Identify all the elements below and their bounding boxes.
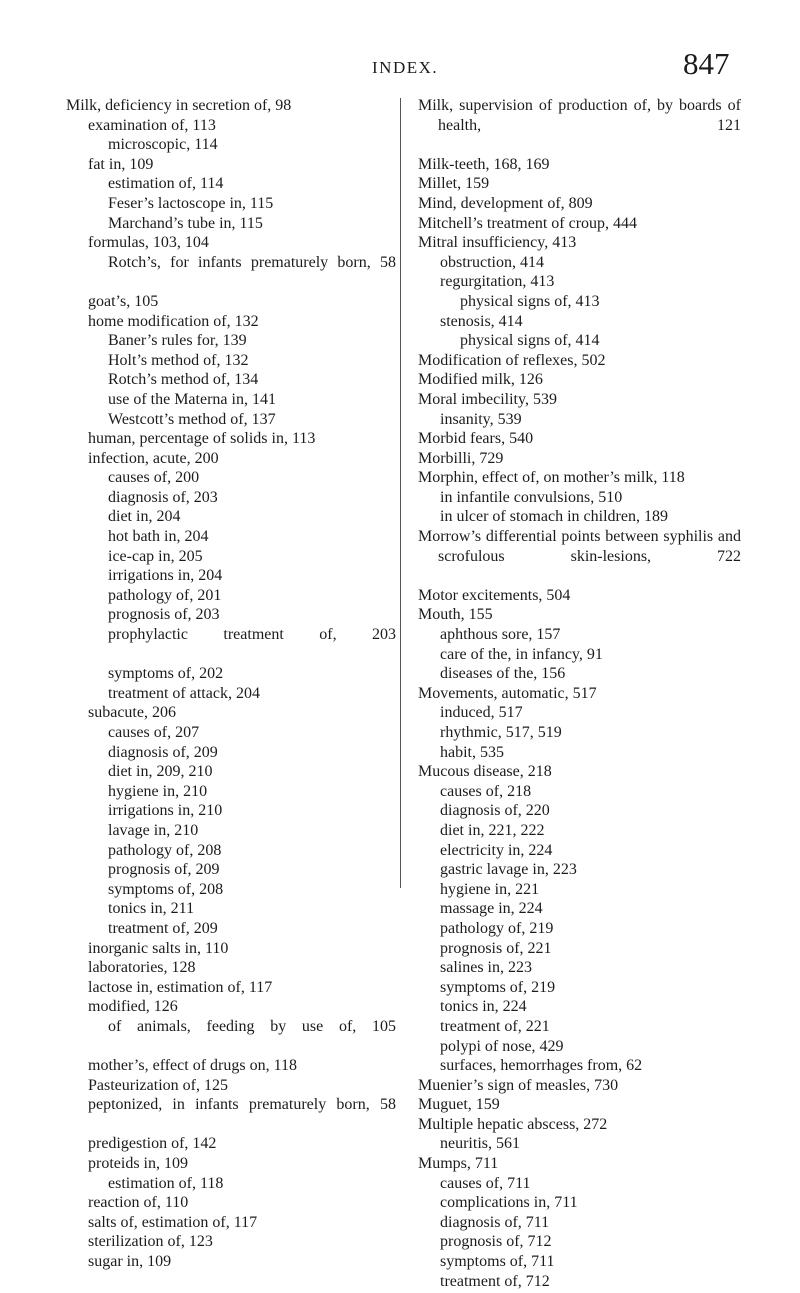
index-entry: massage in, 224 [440, 900, 543, 918]
index-entry: irrigations in, 210 [108, 802, 223, 820]
index-entry: salines in, 223 [440, 959, 532, 977]
index-entry: physical signs of, 413 [460, 292, 600, 310]
index-entry: symptoms of, 202 [108, 665, 224, 683]
index-entry: Milk-teeth, 168, 169 [418, 155, 550, 173]
index-entry: treatment of, 221 [440, 1017, 550, 1035]
index-entry: care of the, in infancy, 91 [440, 645, 603, 663]
index-entry: obstruction, 414 [440, 253, 544, 271]
index-column-left [66, 96, 396, 1272]
index-entry: pathology of, 219 [440, 919, 554, 937]
index-entry: Feser’s lactoscope in, 115 [108, 194, 274, 212]
index-entry: treatment of, 712 [440, 1272, 550, 1290]
index-entry: microscopic, 114 [108, 136, 218, 154]
index-entry: Westcott’s method of, 137 [108, 410, 276, 428]
index-entry: Mind, development of, 809 [418, 194, 593, 212]
index-entry: Multiple hepatic abscess, 272 [418, 1115, 608, 1133]
index-entry: Modification of reflexes, 502 [418, 351, 606, 369]
index-entry: home modification of, 132 [88, 312, 259, 330]
index-entry: symptoms of, 219 [440, 978, 556, 996]
index-entry: Mumps, 711 [418, 1155, 499, 1173]
index-entry: sterilization of, 123 [88, 1233, 213, 1251]
index-entry: causes of, 207 [108, 724, 200, 741]
index-entry: sugar in, 109 [88, 1253, 172, 1271]
index-entry: Pasteurization of, 125 [88, 1076, 228, 1094]
index-entry: Millet, 159 [418, 175, 490, 193]
index-entry: inorganic salts in, 110 [88, 939, 229, 957]
index-entry: peptonized, in infants prematurely born, 58 [88, 1096, 396, 1114]
index-entry: Morphin, effect of, on mother’s milk, 118 [418, 469, 685, 487]
index-entry: complications in, 711 [440, 1194, 578, 1212]
index-entry: diet in, 209, 210 [108, 763, 213, 781]
index-entry: Mucous disease, 218 [418, 763, 552, 781]
index-entry: Motor excitements, 504 [418, 586, 571, 604]
index-entry: prognosis of, 209 [108, 861, 220, 879]
index-entry: proteids in, 109 [88, 1155, 188, 1173]
index-entry: causes of, 711 [440, 1174, 531, 1192]
index-entry: Moral imbecility, 539 [418, 390, 557, 408]
index-entry: examination of, 113 [88, 116, 216, 134]
column-divider [400, 98, 401, 888]
index-entry: subacute, 206 [88, 704, 176, 722]
index-entry: Baner’s rules for, 139 [108, 332, 247, 350]
index-entry: Mitchell’s treatment of croup, 444 [418, 214, 638, 232]
page-number: 847 [683, 46, 730, 81]
index-entry: Morbilli, 729 [418, 449, 504, 467]
index-entry: in ulcer of stomach in children, 189 [440, 508, 668, 526]
index-entry: estimation of, 118 [108, 1174, 224, 1192]
index-entry: Rotch’s, for infants prematurely born, 58 [108, 253, 396, 271]
index-entry: Milk, deficiency in secretion of, 98 [66, 97, 292, 114]
index-entry: use of the Materna in, 141 [108, 390, 276, 408]
index-entry: Marchand’s tube in, 115 [108, 214, 263, 232]
index-entry: surfaces, hemorrhages from, 62 [440, 1057, 643, 1075]
index-entry: diet in, 204 [108, 508, 181, 526]
index-entry: predigestion of, 142 [88, 1135, 217, 1153]
index-entry: Milk, supervision of production of, by boards of health, 121 [418, 97, 741, 134]
index-entry: Mitral insufficiency, 413 [418, 234, 577, 252]
index-entry: reaction of, 110 [88, 1194, 189, 1212]
index-entry: prognosis of, 221 [440, 939, 552, 957]
index-entry: fat in, 109 [88, 155, 154, 173]
index-entry: formulas, 103, 104 [88, 234, 209, 252]
index-entry: diagnosis of, 220 [440, 802, 550, 820]
index-entry: pathology of, 201 [108, 586, 222, 604]
index-entry: Movements, automatic, 517 [418, 684, 597, 702]
index-entry: gastric lavage in, 223 [440, 861, 577, 879]
index-entry: electricity in, 224 [440, 841, 553, 859]
page-header [0, 46, 800, 86]
index-entry: rhythmic, 517, 519 [440, 724, 562, 741]
index-entry: diagnosis of, 209 [108, 743, 218, 761]
index-entry: symptoms of, 208 [108, 880, 224, 898]
index-entry: estimation of, 114 [108, 175, 224, 193]
index-entry: Rotch’s method of, 134 [108, 371, 259, 389]
index-entry: mother’s, effect of drugs on, 118 [88, 1057, 297, 1075]
index-entry: Modified milk, 126 [418, 371, 543, 389]
index-entry: treatment of, 209 [108, 919, 218, 937]
index-entry: neuritis, 561 [440, 1135, 520, 1153]
index-entry: hygiene in, 221 [440, 880, 540, 898]
index-entry: tonics in, 224 [440, 998, 527, 1016]
index-entry: Mouth, 155 [418, 606, 493, 624]
index-entry: Muguet, 159 [418, 1096, 500, 1114]
index-entry: diagnosis of, 711 [440, 1213, 550, 1231]
index-entry: prophylactic treatment of, 203 [108, 626, 396, 644]
index-entry: pathology of, 208 [108, 841, 222, 859]
index-entry: lavage in, 210 [108, 821, 199, 839]
index-entry: infection, acute, 200 [88, 449, 219, 467]
running-title: INDEX. [372, 58, 439, 77]
index-entry: causes of, 200 [108, 469, 200, 487]
index-entry: aphthous sore, 157 [440, 626, 561, 644]
index-entry: physical signs of, 414 [460, 332, 600, 350]
index-column-right [418, 96, 741, 1291]
index-entry: diet in, 221, 222 [440, 821, 545, 839]
index-entry: insanity, 539 [440, 410, 522, 428]
index-entry: habit, 535 [440, 743, 504, 761]
index-entry: induced, 517 [440, 704, 523, 722]
index-entry: causes of, 218 [440, 782, 532, 800]
index-entry: human, percentage of solids in, 113 [88, 430, 316, 448]
index-entry: irrigations in, 204 [108, 567, 223, 585]
index-entry: tonics in, 211 [108, 900, 195, 918]
index-entry: polypi of nose, 429 [440, 1037, 564, 1055]
index-entry: regurgitation, 413 [440, 273, 555, 291]
index-entry: diagnosis of, 203 [108, 488, 218, 506]
index-entry: salts of, estimation of, 117 [88, 1213, 258, 1231]
index-entry: modified, 126 [88, 998, 178, 1016]
index-entry: laboratories, 128 [88, 959, 196, 977]
index-entry: Holt’s method of, 132 [108, 351, 249, 369]
index-entry: Morbid fears, 540 [418, 430, 534, 448]
index-entry: diseases of the, 156 [440, 665, 566, 683]
index-entry: symptoms of, 711 [440, 1253, 555, 1271]
index-entry: ice-cap in, 205 [108, 547, 203, 565]
index-entry: treatment of attack, 204 [108, 684, 260, 702]
index-entry: hot bath in, 204 [108, 528, 209, 546]
index-entry: Morrow’s differential points between syphilis and scrofulous skin-lesions, 722 [418, 528, 741, 565]
index-entry: stenosis, 414 [440, 312, 523, 330]
index-entry: lactose in, estimation of, 117 [88, 978, 273, 996]
index-entry: of animals, feeding by use of, 105 [108, 1017, 396, 1035]
index-entry: goat’s, 105 [88, 292, 159, 310]
index-entry: hygiene in, 210 [108, 782, 208, 800]
index-entry: prognosis of, 712 [440, 1233, 552, 1251]
index-entry: prognosis of, 203 [108, 606, 220, 624]
index-entry: in infantile convulsions, 510 [440, 488, 623, 506]
index-entry: Muenier’s sign of measles, 730 [418, 1076, 619, 1094]
